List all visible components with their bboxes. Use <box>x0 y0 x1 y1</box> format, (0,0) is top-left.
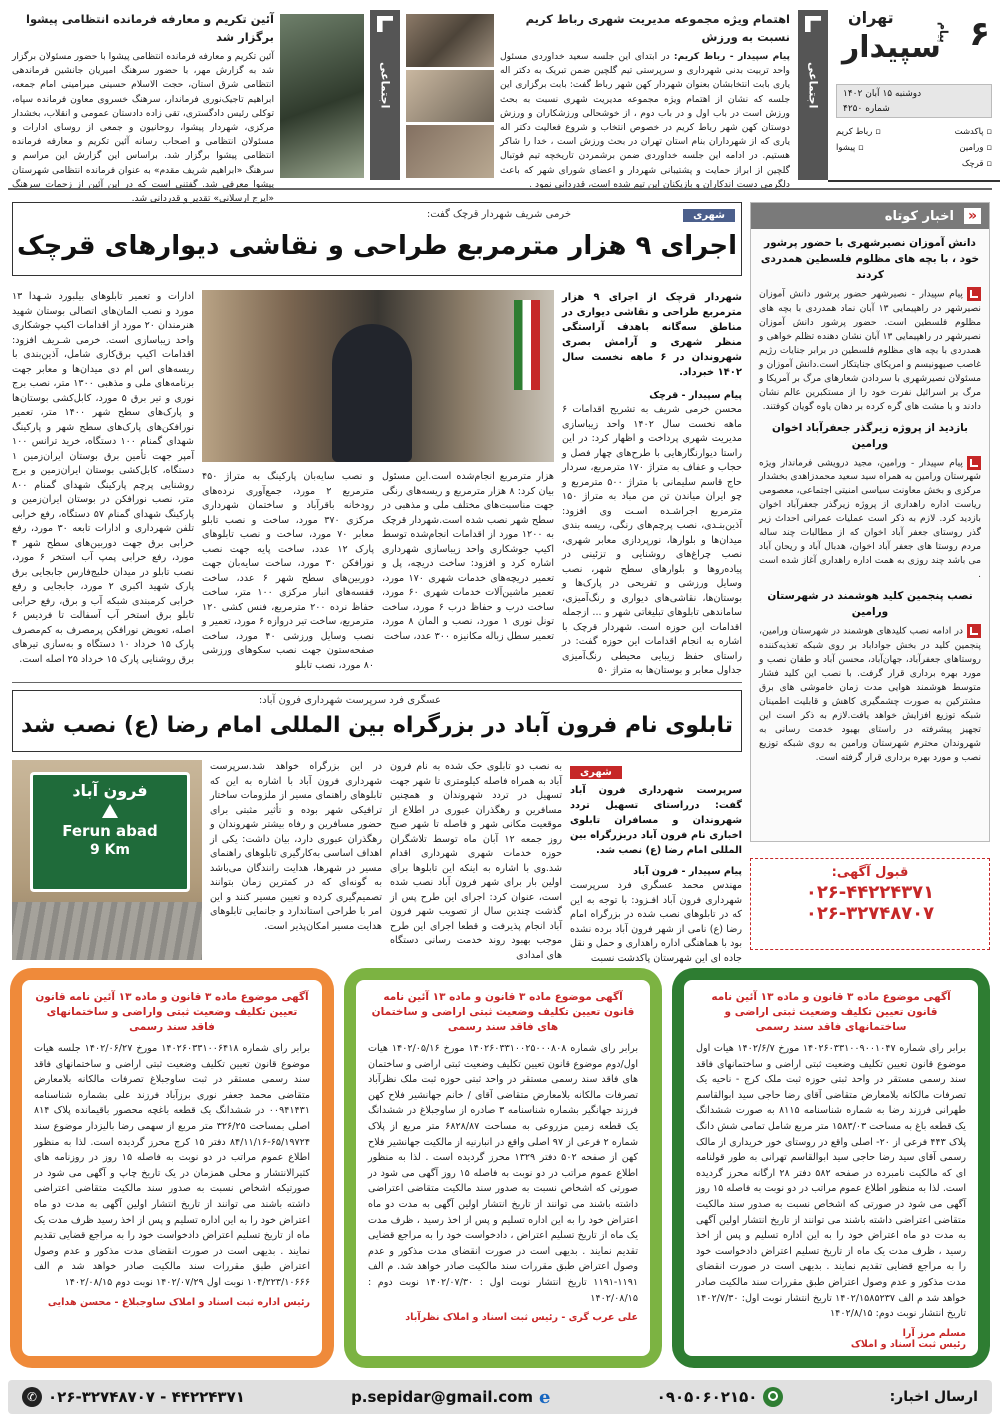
logo <box>842 8 952 78</box>
ad-signature-title: رئیس ثبت اسناد و املاک <box>850 1338 966 1350</box>
top-story-pishva <box>12 10 274 205</box>
story-text: محسن خرمی شریف به تشریح اقدامات ۶ ماهه نخست سال ۱۴۰۲ واحد زیباسازی مدیریت شهری پرداخت و اظهار کرد: در این راستا دیوارنگارهایی با طرح‌های چهار فصل و حجاب و عفاف به متراژ ۱۷۰ مترمربع، سردار حاج قاسم سلیمانی با متراژ ۵۰۰ مترمربع و چو ایران میاندن تن من مباد به متراژ ۱۵۰ مترمربع اجراشـده اسـت وی افزود: آذین‌بنـدی، نصب پرچم‌های رنگی، ریسه بندی میدان‌ها و بلوارها، نورپردازی معابر شهری، نصب چراغ‌های روشنایی و تزئینی در پیاده‌روها و بلوارهای سطح شهر، نصب وسایل ورزشی و تفریحی در پارک‌ها و بوستان‌ها، نقاشی‌های دیواری و رنگ‌آمیزی، ساماندهی تابلوهای تبلیغاتی شهر و ... ازجمله اقدامات این حوزه است. شهردار قرچک با اشاره به انجام اقدامات این حوزه گفت: در راستای حفظ زیبایی محیطی رنگ‌آمیزی جداول معابر و بوستان‌ها به متراژ ۵۰ <box>562 404 743 676</box>
email-icon: e <box>539 1386 551 1408</box>
arrow-up-icon <box>102 804 118 818</box>
red-arrow-icon <box>967 456 981 470</box>
ads-phone: ۰۲۶-۴۴۲۲۴۳۷۱ <box>805 882 935 903</box>
ads-phone: ۰۲۶-۳۲۷۴۸۷۰۷ <box>805 903 935 924</box>
ad-signature: مسلم مرز آرا <box>902 1327 966 1339</box>
ceremony-photo <box>280 14 364 178</box>
ad-title: آگهی موضوع ماده ۳ قانون و ماده ۱۳ آئین نامه قانون تعیین تکلیف وضعیت ثبتی واراضی و ساختمانهای فاقد سند رسمی <box>35 991 309 1033</box>
category-tag: شهری <box>570 766 622 779</box>
news-brief-sidebar <box>750 202 990 842</box>
story-lead: شهردار قرچک از اجرای ۹ هزار مترمربع طراحی و نقاشی دیواری در مناطق سه‌گانه باهدف آراستگی منظر شهری و آرامش بصری شهروندان در ۶ ماهه نخست سال ۱۴۰۲ خبرداد. <box>562 292 742 378</box>
workers-image <box>12 902 202 960</box>
phone-icon: ✆ <box>22 1387 42 1407</box>
byline: پیام سپیدار - قرچک <box>649 390 742 401</box>
brief-body: پیام سپیدار - نصیرشهر حضور پرشور دانش آموزان نصیرشهر در راهپیمایی ۱۳ آبان نماد همدردی با بچه های مظلوم فلسطین است. حضور پرشور دانش آموزان نصیرشهر در راهپیمایی ۱۳ آبان نشان دهنده تظلم خواهی و همدردی با بچه های مظلوم فلسطین در برابر جنایات رژیم غاصب صیهونیسم و امریکای جنایتکار است.دانش آموزان و مسئولان نصیرشهری با سردادن شعارهای مرگ بر آمریکا و مرگ بر اسرائیل نفرت خود را از مستکبرین عالم نشان دادند و با مشت های گره کرده بر دهان یاوه گویان کوفتند. <box>759 288 981 412</box>
ads-title: قبول آگهی: <box>831 865 909 880</box>
person-silhouette <box>332 324 412 462</box>
top-story-robat-karim <box>500 10 791 190</box>
legal-ad <box>10 968 334 1368</box>
legal-ad <box>344 968 662 1368</box>
meeting-photo <box>406 125 494 178</box>
road-sign <box>30 772 190 892</box>
city-item: ▫ پیشوا <box>836 143 864 153</box>
second-story-header <box>12 690 742 752</box>
ad-body: برابر رای شماره ۱۴۰۲۶۰۳۳۱۰۰۲۵۰۰۰۸۰۸ مورخ ۱۴۰۲/۰۵/۱۶ هیات اول/دوم موضوع قانون تعیین تکلیف وضعیت ثبتی اراضی و ساختمان های فاقد سند رسمی مستقر در واحد ثبتی حوزه ثبت ملک نظرآباد تصرفات مالکانه بلامعارض متقاضی آقای / خانم جهانشیر فلاح کهن فرزند جهانگیر بشماره شناسنامه ۳ صادره از ساوجبلاغ در ششدانگ یک قطعه زمین مزروعی به مساحت ۶۸۲۸/۸۷ متر مربع از پلاک شماره ۲ فرعی از ۹۷ اصلی واقع در انبارنیه از مالکیت جهانشیر فلاح کهن از صفحه ۵۰۲ دفتر ۱۳۲۹ محرز گردیده است . لذا به منظور اطلاع عموم مراتب در دو نوبت به فاصله ۱۵ روز آگهی می شود در صورتی که اشخاص نسبت به صدور سند مالکیت متقاضی اعتراضی داشته باشند می توانند از تاریخ انتشار اولین آگهی به مدت دو ماه اعتراض خود را به این اداره تسلیم و پس از اخذ رسید ، ظرف مدت یک ماه از تاریخ تسلیم اعتراض ، دادخواست خود را به مراجع قضایی تقدیم نمایند . بدیهی است در صورت انقضای مدت مذکور و عدم وصول اعتراض طبق مقررات سند مالکیت صادر خواهد شد. م الف ۱۱۹۱-۱۱۹۱ تاریخ انتشار نوبت اول : ۱۴۰۲/۰۷/۳۰ نوبت دوم : ۱۴۰۲/۰۸/۱۵ <box>368 1043 639 1304</box>
story-kicker: خرمی شریف شهردار قرچک گفت: <box>426 209 571 220</box>
meeting-photo <box>406 14 494 67</box>
city-item: ▫ قرچک <box>961 159 992 169</box>
story-kicker: عسگری فرد سرپرست شهرداری فرون آباد: <box>258 695 441 706</box>
flag-icon <box>514 300 540 390</box>
main-story-header <box>12 202 742 276</box>
whatsapp-icon <box>763 1387 783 1407</box>
brief-title: دانش آموزان نصیرشهری با حضور پرشور خود ، با بچه های مظلوم فلسطین همدردی کردند <box>760 237 980 281</box>
news-brief-header: « اخبار کوتاه <box>751 203 989 229</box>
section-label: اجتماعی <box>798 10 828 180</box>
issue-date: دوشنبه ۱۵ آبان ۱۴۰۲ <box>843 89 922 99</box>
story-text: ادارات و تعمیر تابلوهای بیلبورد شـهدا ۱۳ مورد و نصب المان‌های اتصالی بوستان شهید هنرمندان ۲۰ مورد از اقدامات اکیپ جوشکاری واحد زیباسازی است. خرمی شـریف افزود: اقدامات اکیپ برق‌کاری شامل، آذین‌بندی با ریسه‌های اس ام دی میدان‌ها و معابر جهت برنامه‌های ملی و مذهبی ۱۳۰۰ متر، نصب برج نوری و تیر برق ۵ مورد، کابل‌کشی بوستان‌ها و پارک‌های سطح شهر ۱۴۰۰ متر، تعمیر نورافکن‌های پارک‌های سطح شهر و پارکینگ شهدای گمنام ۱۰۰ دستگاه، خرید ترانس ۱۰۰ آمپر جهت تأمین برق بوستان ایران‌زمین ۱ دستگاه، کابل‌کشی بوستان ایران‌زمین و برج روشنایی پرچم پارکینگ شهدای گمنام ۸۰۰ متر، نصب نورافکن در بوستان ایران‌زمین و پارکینگ شهدای گمنام ۵۷ دستگاه، رفع خرابی تلفن شهرداری و ادارات تابعه ۳۰ مورد، رفع خرابی برق جهت دوربین‌های سطح شهر ۴ مورد، رفع حرابی پمپ آب استخر ۶ مورد، نصب تابلو در میدان خلیج‌فارس جابجایی برق پارک شهید اکبری ۲ مورد، جابجایی و رفع خرابی کرمبندی شبکه آب و برق، رفع حرابی تابلو برق استخر آب آسفالت تا فردیس ۶ اصله، تعویض نورافکن پرمصرف به کم‌مصرف پارک ۱۵ خرداد ۱۰ دستگاه و به‌سازی تیرهای برق روشنایی پارک ۱۵ خرداد ۲۵ اصله است. <box>12 291 194 665</box>
story-title: آئین تکریم و معارفه فرمانده انتظامی پیشوا برگزار شد <box>26 12 274 44</box>
logo-tehran: تهران <box>848 8 894 27</box>
story-column <box>562 290 742 679</box>
red-arrow-icon <box>967 624 981 638</box>
brief-body: در ادامه نصب کلیدهای هوشمند در شهرستان ورامین، پنجمین کلید در بخش جواداباد بر روی شبکه تغذیه‌کننده روستاهای جعفرآباد، جهان‌آباد، محسن آباد و طفان نصب و مورد بهره برداری قرار گرفت. با نصب این کلید فشار متوسط هوشمند هوایی مدت زمان خاموشی های برق مشترکین به صورت چشمگیری کاهش و قابلیت اطمینان شبکه توزیع افزایش خواهد یافت.لازم به ذکر است این تجهیز پیشرفته در راستای بهبود خدمت رسانی به شهروندان محترم شهرستان ورامین به روی شبکه توزیع نصب و مورد بهره برداری قرار گرفته است. <box>759 625 981 763</box>
story-text: مهندس محمد عسگری فرد سرپرست شهرداری فرون آباد افـزود: با توجه به این که در تابلوهای نصب شده در بزرگراه امام رضا (ع) نامی از شهر فرون آباد برده نشده بود با هماهنگی اداره راهداری و حمل و نقل جاده ای این شهرستان پاکدشت نسبت <box>570 880 742 964</box>
legal-ad <box>672 968 990 1368</box>
sign-distance: 9 Km <box>89 842 131 858</box>
red-arrow-icon <box>967 287 981 301</box>
mayor-portrait <box>202 290 554 462</box>
divider <box>12 682 742 683</box>
byline: پیام سپیدار - فرون آباد <box>633 866 742 877</box>
story-column <box>570 760 742 966</box>
send-news-label: ارسال اخبار: <box>889 1389 978 1405</box>
phone-contact[interactable]: ۰۲۶-۳۲۷۴۸۷۰۷ - ۴۴۲۲۴۳۷۱ ✆ <box>22 1387 245 1407</box>
section-label: اجتماعی <box>370 10 400 180</box>
ad-title: آگهی موضوع ماده ۳ قانون و ماده ۱۳ آئین نامه قانون تعیین تکلیف وضعیت ثبتی اراضی و ساختمانهای فاقد سند رسمی <box>711 991 951 1033</box>
logo-payam: پیام <box>937 22 950 43</box>
story-title: تابلوی نام فرون آباد در بزرگراه بین المللی امام رضا (ع) نصب شد <box>21 713 733 738</box>
brief-title: نصب پنجمین کلید هوشمند در شهرستان ورامین <box>767 590 973 618</box>
date-bar <box>836 84 992 118</box>
story-lead: سرپرست شهرداری فرون آباد گفت: درراستای تسهیل تردد شهروندان و مسافران تابلوی اخباری نام فرون آباد دربزرگراه بین المللی امام رضا (ع) نصب شد. <box>570 785 742 856</box>
brief-body: پیام سپیدار - ورامین، مجید درویشی فرماندار ویژه شهرستان ورامین به همراه سید سعید محمدزاهدی بخشدار مرکزی و بخش معاونت سیاسی امنیتی اجتماعی، معصومی ریاست اداره راهداری از پروژه زیرگذر جعفرآباد اخوان بازدید کرد. لازم به ذکر است عملیات عمرانی احداث زیر گذر روستای جعفر آباد اخوان که از مطالبات چند ساله مردم روستا های جعفر آباد اخوان، هدبال آباد و ریحان آباد می باشد چند روزی به همت اداره راهداری آغاز شده است . <box>759 457 981 580</box>
issue-number: شماره ۴۲۵۰ <box>843 104 890 114</box>
main-story-body <box>12 290 743 676</box>
city-item: ▫ پاکدشت <box>954 127 992 137</box>
ads-box <box>750 858 990 950</box>
story-text: به نصب دو تابلوی حک شده به نام فرون آباد به همراه فاصله کیلومتری تا شهر جهت تسهیل در تردد شهروندان و همچنین مسافرین و رهگذران عبوری در اطلاع از موقعیت مکانی شهر و فاصله تا شهر صبح روز جمعه ۱۲ آبان ماه توسط تلاشگران حوزه خدمات شهری شهرداری اقدام شد.وی با اشاره به اینکه این تابلوها برای اولین بار برای شهر فرون آباد نصب شده است، عنوان کرد: اجرای این طرح پس از گذشت چندین سال از تصویب شهر فرون آباد انجام پذیرفت و قطعا اجرای این طرح موجب بهبود روند خدمت رسانی دستگاه های امدادی <box>390 761 562 961</box>
brief-title: بازدید از پروژه زیرگذر جعفرآباد اخوان ورامین <box>772 421 968 450</box>
ad-body: برابر رای شماره ۱۴۰۲۶۰۳۳۱۰۰۶۴۱۸ مورخ ۱۴۰۲/۰۶/۲۷ جلسه هیات موضوع قانون تعیین تکلیف وضعیت ثبتی اراضی و ساختمانهای فاقد سند رسمی مستقر در ثبت ساوجبلاغ تصرفات مالکانه بلامعارض متقاضی محمد جعفر نوری برزآباد فرزند علی بشماره شناسنامه ۰۰۹۴۱۴۳۱ در ششدانگ یک قطعه باغچه محصور باقیمانده پلاک ۸۱۴ اصلی بمساحت ۳۲۶/۲۵ متر مربع از سهمی رضا بالیزدار موضوع سند ۶۵/۱۹۷۲۴-۸۴/۱۱/۱۶ دفتر ۱۵ کرج محرز گردیده است. لذا به منظور اطلاع عموم مراتب در دو نوبت به فاصله ۱۵ روز در روزنامه های کثیرالانتشار و محلی همزمان در یک تاریخ چاپ و آگهی می شود در صورتیکه اشخاص نسبت به صدور سند مالکیت متقاضی اعتراضی داشته باشند می توانند از تاریخ انتشار اولین آگهی به مدت دو ماه اعتراض خود را به این اداره تسلیم و پس از اخذ رسید ظرف مدت یک ماه از تاریخ تسلیم اعتراض دادخواست خود را به مراجع قضایی تقدیم نمایند . بدیهی است در صورت انقضای مدت مذکور و عدم وصول اعتراض طبق مقررات سند مالکیت صادر خواهد شد م الف ۱۰۴/۲۲۳/۱۰۶۶۶ نوبت اول ۱۴۰۲/۰۷/۲۹ نوبت دوم ۱۴۰۲/۰۸/۱۵ <box>34 1043 310 1288</box>
logo-sepidar: سپیدار <box>842 30 941 65</box>
ad-body: برابر رای شماره ۱۴۰۲۶۰۳۳۱۰۰۹۰۰۱۰۴۷ مورخ ۱۴۰۲/۶/۷ هیات اول موضوع قانون تعیین تکلیف وضعیت ثبتی اراضی و ساختمانهای فاقد سند رسمی مستقر در واحد ثبتی حوزه ثبت ملک کرج - ناحیه یک تصرفات مالکانه بلامعارض متقاضی آقای رضا حاجی سید ابوالقاسم طهرانی فرزند رضا به شماره شناسنامه ۸۱۱۵ به صورت ششدانگ یک قطعه باغ به مساحت ۱۵۸۳/۰۳ متر مربع شامل تمامی شش دانگ پلاک ۴۴۳ فرعی از ۲۰- اصلی واقع در روستای خور خریداری از مالک رسمی آقای سید رضا حاجی سید ابوالقاسم تهرانی به طور قولنامه ای که مالکیت نامبرده در صفحه ۵۸۲ دفتر ۲۸ ارگانه محرز گردیده است. لذا به منظور اطلاع عموم مراتب در دو نوبت به فاصله ۱۵ روز آگهی می شود در صورتی که اشخاص نسبت به صدور سند مالکیت متقاضی اعتراضی داشته باشند می توانند از تاریخ انتشار اولین آگهی به مدت دو ماه اعتراض خود را به این اداره تسلیم و پس از اخذ رسید ، ظرف مدت یک ماه از تاریخ تسلیم اعتراض دادخواست خود را به مراجع قضایی تقدیم نمایند . بدیهی است در صورت انقضای مدت مذکور و عدم وصول اعتراض طبق مقررات سند مالکیت صادر خواهد شد م الف ۱۴۰۲/۱۵۸۵۲۳۷ تاریخ انتشار نوبت اول: ۱۴۰۲/۷/۳۰ تاریخ انتشار نوبت دوم: ۱۴۰۲/۸/۱۵ <box>696 1043 967 1320</box>
photo-collage <box>406 14 494 178</box>
double-chevron-icon: « <box>964 208 981 224</box>
ad-signature: علی عرب گری - رئیس ثبت اسناد و املاک نظرآباد <box>405 1312 638 1324</box>
category-tag: شهری <box>683 209 735 222</box>
story-text: در این بزرگراه خواهد شد.سرپرست شهرداری فرون آباد با اشاره به این که تابلوهای راهنمای مسیر از ملزومات ساختار ترافیکی شهر بوده و تأثیر مثبتی برای حضور مسافرین و رفاه بیشتر شهروندان و رهگذران عبوری دارد، بیان داشت: یکی از اهداف اساسی به‌کارگیری تابلوهای راهنمای مسیر در شهرها، هدایت رانندگان می‌باشد به گونه‌ای که در کمترین زمان بتوانند تصمیم‌گیری کرده و تعیین مسیر کنند و این امر با طراحی استاندارد و جانمایی تابلوهای هدایت مسیر امکان‌پذیر است. <box>210 761 382 932</box>
sign-text-latin: Ferun abad <box>62 822 158 840</box>
story-title: اهتمام ویژه مجموعه مدیریت شهری رباط کریم نسبت به ورزش <box>525 12 790 44</box>
story-body: پیام سپیدار - رباط کریم: در ابتدای این جلسه سعید خداوردی مسئول واحد تربیت بدنی شهرداری و سرپرستی تیم گلچین ضمن تبریک به دکتر اله یاری بابت انتخابشان بعنوان شهردار کهن شهر رباط گفت: بابت برگزاری این جلسه که نشان از اهتمام ویژه مجموعه مدیریت شهری نسبت به بحث ورزش است در باب اول و در باب دوم ، از خوشحالی ورزشکاران و ورزش دوستان کهن شهر رباط کریم در خصوص انتخاب و شروع فعالیت دکتر اله یاری که از شهرداران بنام استان تهران در بحث ورزش است ، خدا را شاکر هستیم. در ادامه این جلسه خداوردی ضمن برشمردن تاریخچه تیم فوتبال گلچین از ابراز حمایت و پشتیبانی شهردار و اعضای شورای شهر که باعث دلگرمی دست اندکاران و بازیکنان این تیم شده است، قدردانی نمود . <box>500 51 791 190</box>
email-contact[interactable]: e p.sepidar@gmail.com <box>351 1386 551 1408</box>
page-number: ۶ <box>969 14 990 54</box>
sign-text: فرون آباد <box>72 781 148 800</box>
meeting-photo <box>406 70 494 123</box>
masthead <box>828 0 1000 182</box>
second-story-body <box>12 760 742 964</box>
footer-bar <box>8 1380 992 1414</box>
ad-title: آگهی موضوع ماده ۳ قانون و ماده ۱۳ آئین نامه قانون تعیین تکلیف وضعیت ثبتی اراضی و ساختمان های فاقد سند رسمی <box>371 991 635 1033</box>
whatsapp-contact[interactable]: ۰۹۰۵۰۶۰۲۱۵۰ <box>657 1387 784 1407</box>
divider <box>8 188 992 190</box>
arrow-icon <box>377 16 393 32</box>
city-list <box>836 124 992 172</box>
ad-signature: رئیس اداره ثبت اسناد و املاک ساوجبلاغ - محسن هدایی <box>47 1296 310 1308</box>
road-sign-photo <box>12 760 202 960</box>
story-body: آئین تکریم و معارفه فرمانده انتظامی پیشوا با حضور مسئولان برگزار شد به گزارش مهر، با حضور سرهنگ امیریان جانشین فرماندهی انتظامی شرق استان، حجت الاسلام حسینی میرامینی امام جمعه، ابراهیم تاجیک‌نوری فرماندار، سرهنگ خسروی معاون فرمانده سپاه، توکلی رئیس دادگستری، تقی زاده دادستان عمومی و انقلاب، بخشدار مرکزی، شهردار پیشوا، روحانیون و جمعی از روسای ادارات و مسئولان انتظامی و اصحاب رسانه آئین تکریم و معارفه فرمانده انتظامی پیشوا برگزار شد. براساس این گزارش این مراسم و سرهنگ «ابراهیم شریف مقدم» به عنوان فرمانده انتظامی شهرستان پیشوا معرفی شد. گفتنی است که در این آئین از زحمات سرهنگ «ایرج ارسلانی» تقدیر و قدردانی شد. <box>12 51 274 205</box>
story-title: اجرای ۹ هزار مترمربع طراحی و نقاشی دیوارهای قرچک <box>17 231 737 261</box>
story-text: هزار مترمربع انجام‌شده است.این مسئول بیان کرد: ۸ هزار مترمربع و ریسه‌های رنگی جهت مناسبت‌های مختلف ملی و مذهبی در سطح شهر نصب شده است.شهردار قرچک به ۱۲۰۰ مورد از اقدامات انجام‌شده توسط اکیپ جوشکاری واحد زیباسازی شهرداری اشاره کرد و افزود: ساخت دریچه، پل و تعمیر دریچه‌های خدمات شهری ۱۷۰ مورد، تعمیر ماشین‌آلات خدمات شهری ۶۰ مورد، ساخت درب و حفاظ درب ۶ مورد، ساخت تونل نوری ۱ مورد، نصب و المان ۸ مورد، تعمیر سطل زباله مکانیزه ۳۰۰ عدد، ساخت <box>382 471 554 642</box>
story-text: و نصب سایه‌بان پارکینگ به متراژ ۴۵۰ مترمربع ۲ مورد، جمع‌آوری نرده‌های رودخانه باقرآباد و ساختمان شهرداری مرکزی ۳۷۰ مورد، ساخت و نصب تابلو معابر ۷۰ مورد، ساخت و نصب تابلوهای پارک ۱۲ عدد، ساخت پایه جهت نصب نورافکن ۳۰ مورد، ساخت سایه‌بان جهت دوربین‌های سطح شهر ۶ عدد، ساخت قفسه‌های انبار مرکزی ۱۰۰ متر، ساخت حفاظ نرده ۲۰۰ مترمربع، فنس کشی ۱۲۰ مترمربع، ساخت تیر دروازه ۶ مورد، تعمیر و نصب وسایل ورزشی ۴۰ مورد، ساخت صفحه‌ستون جهت نصب سکوهای ورزشی ۸۰ مورد، نصب تابلو <box>202 471 375 671</box>
arrow-icon <box>805 16 821 32</box>
city-item: ▫ رباط کریم <box>836 127 881 137</box>
city-item: ▫ ورامین <box>959 143 992 153</box>
